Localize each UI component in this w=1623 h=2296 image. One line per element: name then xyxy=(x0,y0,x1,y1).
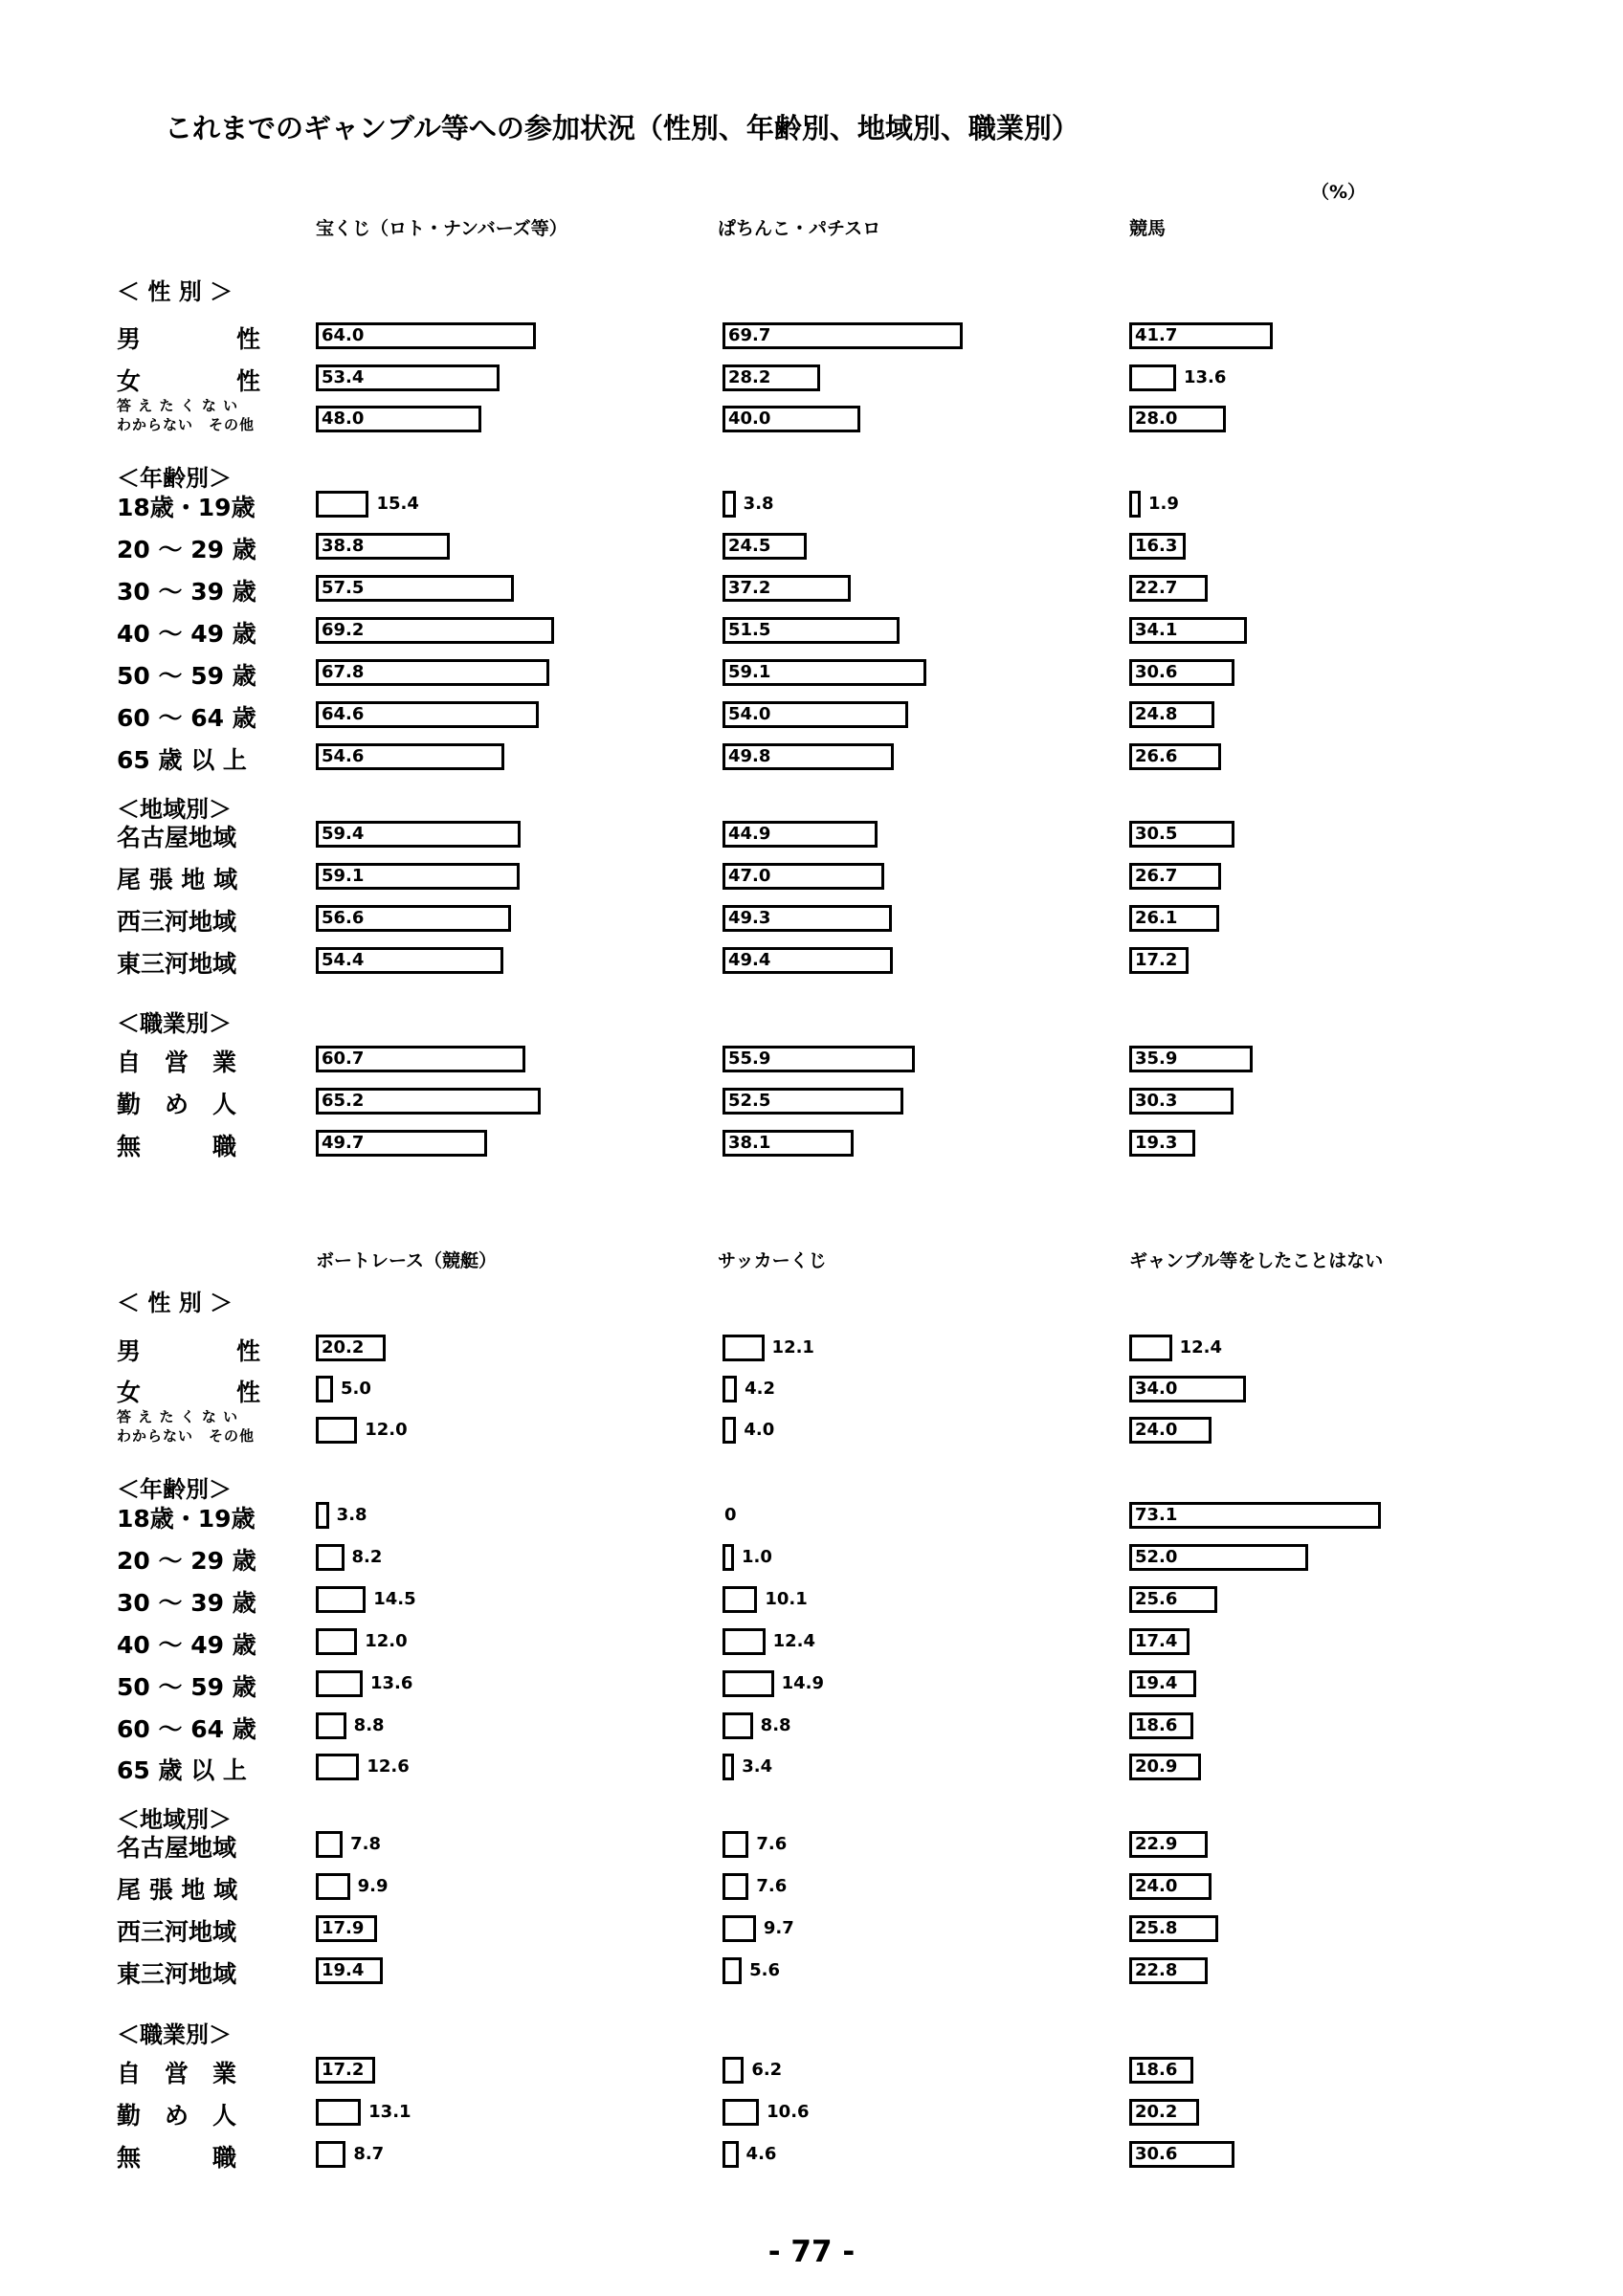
data-label: 24.5 xyxy=(728,536,771,556)
data-label: 20.9 xyxy=(1135,1756,1178,1777)
row-label: 65 歳 以 上 xyxy=(117,1756,247,1784)
data-label: 8.2 xyxy=(351,1547,383,1567)
data-label: 56.6 xyxy=(322,908,365,928)
row-label: 答 え た く な い わからない その他 xyxy=(117,397,256,433)
data-label: 10.6 xyxy=(767,2102,810,2122)
row-label: 尾 張 地 域 xyxy=(117,866,238,894)
data-label: 3.4 xyxy=(742,1756,773,1777)
bar xyxy=(316,1376,333,1402)
row-label: 18歳・19歳 xyxy=(117,494,256,521)
data-label: 7.6 xyxy=(756,1834,788,1854)
data-label: 6.2 xyxy=(751,2060,783,2080)
data-label: 8.8 xyxy=(760,1715,791,1735)
data-label: 5.6 xyxy=(749,1960,781,1980)
data-label: 34.1 xyxy=(1135,620,1178,640)
data-label: 12.0 xyxy=(365,1631,408,1651)
data-label: 18.6 xyxy=(1135,1715,1178,1735)
bar xyxy=(316,2141,345,2168)
data-label: 17.9 xyxy=(322,1918,365,1938)
data-label: 34.0 xyxy=(1135,1379,1178,1399)
data-label: 69.2 xyxy=(322,620,365,640)
data-label: 13.1 xyxy=(368,2102,411,2122)
group-label: ＜職業別＞ xyxy=(117,1010,232,1037)
data-label: 24.0 xyxy=(1135,1876,1178,1896)
bar xyxy=(723,2099,759,2126)
row-label: 男 性 xyxy=(117,1337,261,1365)
data-label: 0 xyxy=(724,1505,737,1525)
bar xyxy=(316,1754,359,1780)
data-label: 25.6 xyxy=(1135,1589,1178,1609)
data-label: 1.0 xyxy=(742,1547,772,1567)
data-label: 9.9 xyxy=(357,1876,389,1896)
data-label: 12.0 xyxy=(365,1420,408,1440)
data-label: 53.4 xyxy=(322,367,365,387)
row-label: 無 職 xyxy=(117,2144,237,2172)
data-label: 37.2 xyxy=(728,578,771,598)
data-label: 54.6 xyxy=(322,746,365,766)
group-label: ＜地域別＞ xyxy=(117,796,232,823)
data-label: 49.7 xyxy=(322,1133,365,1153)
bar xyxy=(316,1586,366,1613)
data-label: 59.4 xyxy=(322,824,365,844)
data-label: 49.3 xyxy=(728,908,771,928)
bar xyxy=(316,1831,343,1858)
group-label: ＜職業別＞ xyxy=(117,2021,232,2048)
data-label: 69.7 xyxy=(728,325,771,345)
page-number: - 77 - xyxy=(767,2235,856,2269)
data-label: 17.2 xyxy=(1135,950,1178,970)
bar xyxy=(1129,491,1141,518)
data-label: 1.9 xyxy=(1148,494,1179,514)
bar xyxy=(1129,364,1176,391)
data-label: 55.9 xyxy=(728,1049,771,1069)
group-label: ＜ 性 別 ＞ xyxy=(117,278,233,305)
data-label: 9.7 xyxy=(763,1918,794,1938)
row-label: 勤 め 人 xyxy=(117,2102,237,2130)
data-label: 13.6 xyxy=(369,1673,413,1693)
data-label: 24.8 xyxy=(1135,704,1178,724)
bar xyxy=(316,1502,329,1529)
row-label: 勤 め 人 xyxy=(117,1091,237,1118)
data-label: 38.8 xyxy=(322,536,365,556)
bar xyxy=(316,491,368,518)
bar xyxy=(723,1376,737,1402)
data-label: 15.4 xyxy=(376,494,419,514)
data-label: 14.5 xyxy=(373,1589,416,1609)
data-label: 20.2 xyxy=(322,1337,365,1358)
data-label: 22.8 xyxy=(1135,1960,1178,1980)
group-label: ＜年齢別＞ xyxy=(117,465,232,492)
data-label: 41.7 xyxy=(1135,325,1178,345)
chart-title: ギャンブル等をしたことはない xyxy=(1129,1250,1384,1271)
data-label: 28.0 xyxy=(1135,408,1178,429)
data-label: 22.7 xyxy=(1135,578,1178,598)
data-label: 13.6 xyxy=(1183,367,1227,387)
bar xyxy=(723,1873,748,1900)
data-label: 12.1 xyxy=(771,1337,814,1358)
data-label: 30.5 xyxy=(1135,824,1178,844)
data-label: 17.2 xyxy=(322,2060,365,2080)
data-label: 7.6 xyxy=(756,1876,788,1896)
data-label: 16.3 xyxy=(1135,536,1178,556)
data-label: 22.9 xyxy=(1135,1834,1178,1854)
data-label: 51.5 xyxy=(728,620,771,640)
page-title: これまでのギャンブル等への参加状況（性別、年齢別、地域別、職業別） xyxy=(165,112,1079,144)
row-label: 60 ～ 64 歳 xyxy=(117,1715,256,1743)
data-label: 14.9 xyxy=(781,1673,825,1693)
group-label: ＜地域別＞ xyxy=(117,1806,232,1833)
bar xyxy=(723,1417,736,1444)
bar xyxy=(316,1873,350,1900)
row-label: 東三河地域 xyxy=(117,950,237,978)
row-label: 女 性 xyxy=(117,1379,261,1406)
data-label: 4.0 xyxy=(744,1420,775,1440)
row-label: 尾 張 地 域 xyxy=(117,1876,238,1904)
data-label: 30.6 xyxy=(1135,662,1178,682)
data-label: 67.8 xyxy=(322,662,365,682)
chart-title: ボートレース（競艇） xyxy=(316,1250,498,1271)
bar xyxy=(316,1670,363,1697)
bar xyxy=(723,1712,753,1739)
bar xyxy=(723,2141,739,2168)
data-label: 4.6 xyxy=(745,2144,777,2164)
row-label: 自 営 業 xyxy=(117,2060,237,2087)
bar xyxy=(723,1335,765,1361)
data-label: 35.9 xyxy=(1135,1049,1178,1069)
data-label: 4.2 xyxy=(745,1379,775,1399)
data-label: 65.2 xyxy=(322,1091,365,1111)
data-label: 64.0 xyxy=(322,325,365,345)
data-label: 17.4 xyxy=(1135,1631,1178,1651)
data-label: 8.7 xyxy=(353,2144,385,2164)
data-label: 25.8 xyxy=(1135,1918,1178,1938)
data-label: 12.6 xyxy=(367,1756,410,1777)
row-label: 60 ～ 64 歳 xyxy=(117,704,256,732)
bar xyxy=(316,1628,357,1655)
data-label: 26.1 xyxy=(1135,908,1178,928)
row-label: 20 ～ 29 歳 xyxy=(117,1547,256,1575)
bar xyxy=(723,1544,734,1571)
bar xyxy=(723,1831,748,1858)
data-label: 19.4 xyxy=(1135,1673,1178,1693)
data-label: 30.6 xyxy=(1135,2144,1178,2164)
data-label: 12.4 xyxy=(772,1631,816,1651)
row-label: 40 ～ 49 歳 xyxy=(117,620,256,648)
chart-title: サッカーくじ xyxy=(718,1250,827,1271)
bar xyxy=(723,1670,774,1697)
data-label: 40.0 xyxy=(728,408,771,429)
bar xyxy=(1129,1335,1172,1361)
data-label: 59.1 xyxy=(322,866,365,886)
data-label: 49.4 xyxy=(728,950,771,970)
row-label: 名古屋地域 xyxy=(117,824,237,851)
data-label: 20.2 xyxy=(1135,2102,1178,2122)
bar xyxy=(723,1586,757,1613)
data-label: 57.5 xyxy=(322,578,365,598)
data-label: 7.8 xyxy=(350,1834,381,1854)
data-label: 54.0 xyxy=(728,704,771,724)
row-label: 30 ～ 39 歳 xyxy=(117,1589,256,1617)
row-label: 18歳・19歳 xyxy=(117,1505,256,1533)
data-label: 73.1 xyxy=(1135,1505,1178,1525)
data-label: 12.4 xyxy=(1179,1337,1223,1358)
data-label: 19.3 xyxy=(1135,1133,1178,1153)
data-label: 38.1 xyxy=(728,1133,771,1153)
group-label: ＜ 性 別 ＞ xyxy=(117,1290,233,1316)
row-label: 30 ～ 39 歳 xyxy=(117,578,256,606)
bar xyxy=(316,2099,361,2126)
data-label: 64.6 xyxy=(322,704,365,724)
row-label: 20 ～ 29 歳 xyxy=(117,536,256,563)
data-label: 19.4 xyxy=(322,1960,365,1980)
chart-title: ぱちんこ・パチスロ xyxy=(718,218,881,239)
data-label: 48.0 xyxy=(322,408,365,429)
data-label: 59.1 xyxy=(728,662,771,682)
row-label: 自 営 業 xyxy=(117,1049,237,1076)
data-label: 10.1 xyxy=(765,1589,808,1609)
data-label: 5.0 xyxy=(341,1379,371,1399)
data-label: 3.8 xyxy=(743,494,774,514)
row-label: 男 性 xyxy=(117,325,261,353)
row-label: 名古屋地域 xyxy=(117,1834,237,1862)
bar xyxy=(316,1417,357,1444)
row-label: 50 ～ 59 歳 xyxy=(117,662,256,690)
row-label: 40 ～ 49 歳 xyxy=(117,1631,256,1659)
bar xyxy=(723,1915,756,1942)
data-label: 26.7 xyxy=(1135,866,1178,886)
bar xyxy=(723,1957,742,1984)
bar xyxy=(723,2057,744,2084)
row-label: 女 性 xyxy=(117,367,261,395)
data-label: 3.8 xyxy=(336,1505,367,1525)
data-label: 47.0 xyxy=(728,866,771,886)
data-label: 49.8 xyxy=(728,746,771,766)
data-label: 26.6 xyxy=(1135,746,1178,766)
chart-title: 宝くじ（ロト・ナンバーズ等） xyxy=(316,218,567,239)
data-label: 54.4 xyxy=(322,950,365,970)
bar xyxy=(316,1712,346,1739)
data-label: 18.6 xyxy=(1135,2060,1178,2080)
data-label: 30.3 xyxy=(1135,1091,1178,1111)
row-label: 西三河地域 xyxy=(117,908,237,936)
row-label: 無 職 xyxy=(117,1133,237,1160)
row-label: 50 ～ 59 歳 xyxy=(117,1673,256,1701)
row-label: 答 え た く な い わからない その他 xyxy=(117,1408,256,1445)
data-label: 60.7 xyxy=(322,1049,365,1069)
row-label: 65 歳 以 上 xyxy=(117,746,247,774)
data-label: 44.9 xyxy=(728,824,771,844)
unit-label: （%） xyxy=(1311,182,1367,203)
data-label: 28.2 xyxy=(728,367,771,387)
data-label: 52.5 xyxy=(728,1091,771,1111)
bar xyxy=(723,491,736,518)
bar xyxy=(316,1544,345,1571)
group-label: ＜年齢別＞ xyxy=(117,1476,232,1503)
data-label: 52.0 xyxy=(1135,1547,1178,1567)
row-label: 東三河地域 xyxy=(117,1960,237,1988)
data-label: 24.0 xyxy=(1135,1420,1178,1440)
chart-title: 競馬 xyxy=(1129,218,1167,239)
bar xyxy=(723,1628,766,1655)
row-label: 西三河地域 xyxy=(117,1918,237,1946)
bar xyxy=(723,1754,734,1780)
data-label: 8.8 xyxy=(353,1715,385,1735)
